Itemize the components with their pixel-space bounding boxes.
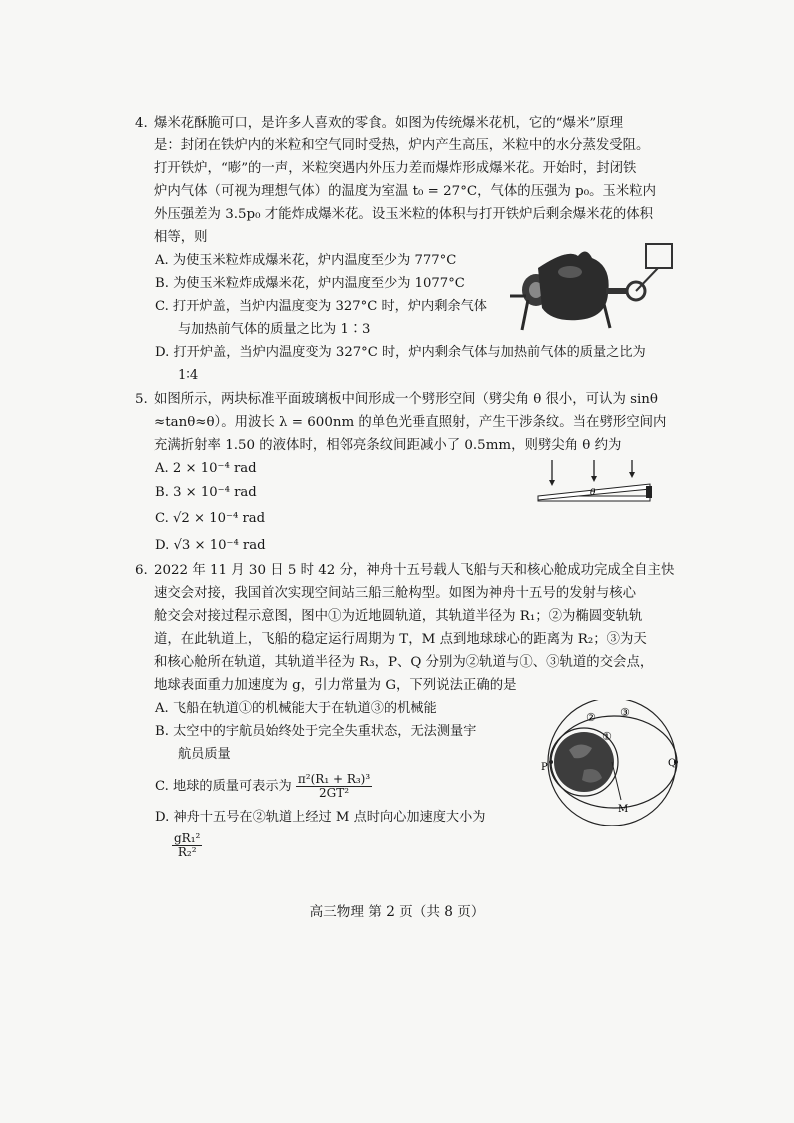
q6-option-c-denominator: 2GT² [319, 786, 350, 800]
q5-line-3: 充满折射率 1.50 的液体时，相邻亮条纹间距减小了 0.5mm，则劈尖角 θ 约为 [154, 438, 622, 453]
q4-option-d-cont: 1∶4 [178, 368, 199, 383]
q4-line-6: 相等，则 [154, 230, 208, 245]
q6-option-c-numerator: π²(R₁ + R₃)³ [297, 772, 371, 786]
page-footer: 高三物理 第 2 页（共 8 页） [309, 904, 485, 920]
q6-option-d: D. 神舟十五号在②轨道上经过 M 点时向心加速度大小为 [155, 810, 486, 825]
radius-to-m [612, 762, 621, 800]
q4-option-a: A. 为使玉米粒炸成爆米花，炉内温度至少为 777°C [155, 253, 457, 268]
machine-leg-left [522, 300, 528, 330]
q6-line-5: 和核心舱所在轨道，其轨道半径为 R₃，P、Q 分别为②轨道与①、③轨道的交会点， [154, 655, 654, 670]
q6-option-d-fraction-wrap [172, 832, 202, 859]
wedge-spacer [646, 486, 652, 498]
q4-option-c-cont: 与加热前气体的质量之比为 1∶3 [178, 322, 371, 337]
q6-option-c [155, 770, 372, 804]
q6-number: 6. [135, 563, 148, 578]
q5-option-a: A. 2 × 10⁻⁴ rad [155, 461, 257, 476]
q4-line-3: 打开铁炉，“嘭”的一声，米粒突遇内外压力差而爆炸形成爆米花。开始时，封闭铁 [154, 161, 637, 176]
q6-line-3: 舱交会对接过程示意图，图中①为近地圆轨道，其轨道半径为 R₁；②为椭圆变轨轨 [154, 609, 643, 624]
q6-line-1: 2022 年 11 月 30 日 5 时 42 分，神舟十五号载人飞船与天和核心舱成功完成全自主快 [154, 563, 675, 578]
q5-option-b: B. 3 × 10⁻⁴ rad [155, 485, 257, 500]
point-p-label: P [541, 762, 548, 773]
machine-shaft [606, 288, 628, 294]
q4-number: 4. [135, 116, 148, 131]
wedge-figure [532, 458, 658, 506]
q4-option-d: D. 打开炉盖，当炉内温度变为 327°C 时，炉内剩余气体与加热前气体的质量之比为 [155, 345, 646, 360]
wedge-angle-label: θ [590, 488, 596, 498]
q6-option-d-numerator: gR₁² [174, 831, 201, 845]
q4-line-5: 外压强差为 3.5p₀ 才能炸成爆米花。设玉米粒的体积与打开铁炉后剩余爆米花的体积 [154, 207, 654, 222]
q4-option-b: B. 为使玉米粒炸成爆米花，炉内温度至少为 1077°C [155, 276, 465, 291]
q5-option-d: D. √3 × 10⁻⁴ rad [155, 538, 266, 553]
q6-option-c-text: C. 地球的质量可表示为 [155, 779, 292, 794]
q6-option-b: B. 太空中的宇航员始终处于完全失重状态，无法测量宇 [155, 724, 477, 739]
orbit-3-label: ③ [620, 706, 630, 719]
machine-handle [646, 244, 672, 268]
q5-number: 5. [135, 392, 148, 407]
orbit-diagram [524, 700, 684, 826]
q6-option-c-fraction [296, 773, 372, 800]
point-m-label: M [618, 804, 629, 815]
popcorn-machine-figure [508, 238, 678, 334]
orbit-1-label: ① [602, 730, 612, 743]
q6-option-a: A. 飞船在轨道①的机械能大于在轨道③的机械能 [155, 701, 437, 716]
q5-option-c: C. √2 × 10⁻⁴ rad [155, 511, 266, 526]
q4-line-1: 爆米花酥脆可口，是许多人喜欢的零食。如图为传统爆米花机，它的“爆米”原理 [154, 116, 623, 131]
machine-body [538, 251, 609, 320]
q6-option-d-fraction [172, 832, 202, 859]
machine-leg-right [604, 304, 610, 328]
q6-option-b-cont: 航员质量 [178, 747, 231, 762]
q6-option-d-denominator: R₂² [177, 845, 197, 859]
q5-line-1: 如图所示，两块标准平面玻璃板中间形成一个劈形空间（劈尖角 θ 很小，可认为 sinθ [154, 392, 658, 407]
q6-line-6: 地球表面重力加速度为 g，引力常量为 G，下列说法正确的是 [154, 678, 517, 693]
q4-line-2: 是：封闭在铁炉内的米粒和空气同时受热，炉内产生高压，米粒中的水分蒸发受阻。 [154, 138, 650, 153]
orbit-2-label: ② [586, 711, 596, 724]
q5-line-2: ≈tanθ≈θ）。用波长 λ = 600nm 的单色光垂直照射，产生干涉条纹。当在劈形空间内 [154, 415, 667, 430]
q6-line-2: 速交会对接，我国首次实现空间站三船三舱构型。如图为神舟十五号的发射与核心 [154, 586, 637, 601]
q4-option-c: C. 打开炉盖，当炉内温度变为 327°C 时，炉内剩余气体 [155, 299, 487, 314]
point-q-label: Q [668, 758, 677, 769]
q4-line-4: 炉内气体（可视为理想气体）的温度为室温 t₀ = 27°C，气体的压强为 p₀。玉米粒内 [154, 184, 657, 199]
q6-line-4: 道，在此轨道上，飞船的稳定运行周期为 T，M 点到地球球心的距离为 R₂；③为天 [154, 632, 647, 647]
